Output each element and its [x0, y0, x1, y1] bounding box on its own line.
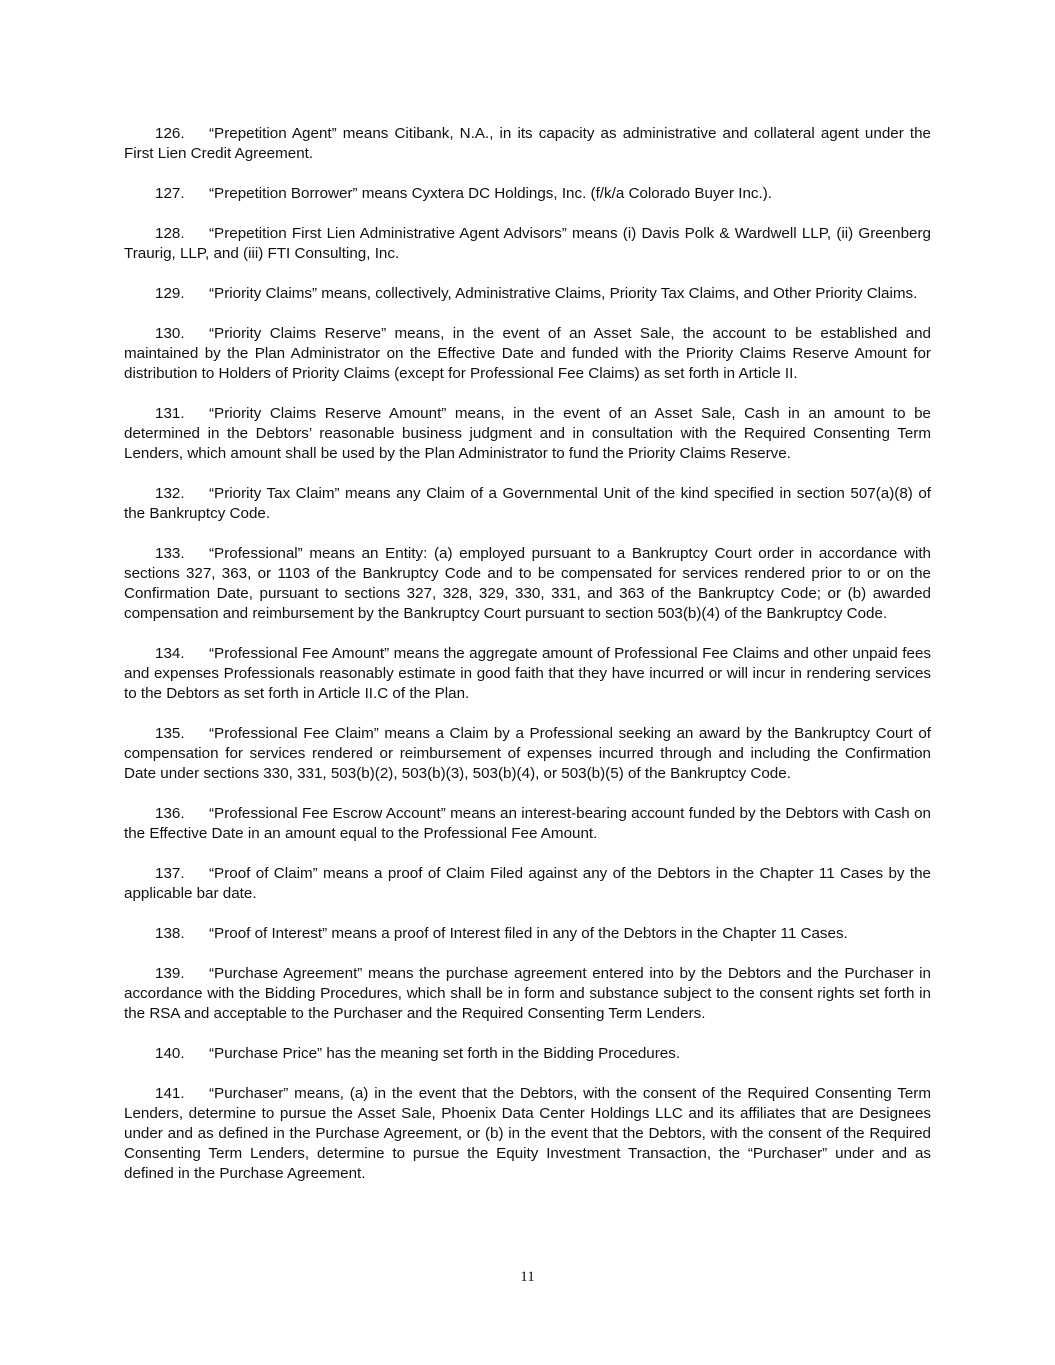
definition-132: [124, 484, 931, 524]
definition-number: 134.: [155, 645, 185, 662]
definition-128: [124, 224, 931, 264]
definition-138: [124, 924, 931, 944]
definition-text: “Prepetition First Lien Administrative Agent Advisors” means (i) Davis Polk & Wardwell LLP, (ii) Greenberg Traurig, LLP, and (iii) FTI Consulting, Inc.: [124, 225, 931, 262]
definition-text: “Priority Claims” means, collectively, Administrative Claims, Priority Tax Claims, and Other Priority Claims.: [209, 285, 918, 302]
definition-number: 131.: [155, 405, 185, 422]
definition-135: [124, 724, 931, 784]
definition-number: 141.: [155, 1085, 185, 1102]
definition-text: “Proof of Interest” means a proof of Interest filed in any of the Debtors in the Chapter 11 Cases.: [209, 925, 848, 942]
definition-133: [124, 544, 931, 624]
definition-text: “Professional” means an Entity: (a) employed pursuant to a Bankruptcy Court order in accordance with sections 327, 363, or 1103 of the Bankruptcy Code and to be compensated for services rendered prior to or on the Confirmation Date, pursuant to sections 327, 328, 329, 330, 331, and 363 of the Bankruptcy Code; or (b) awarded compensation and reimbursement by the Bankruptcy Court pursuant to section 503(b)(4) of the Bankruptcy Code.: [124, 545, 931, 622]
definition-text: “Priority Tax Claim” means any Claim of a Governmental Unit of the kind specified in section 507(a)(8) of the Bankruptcy Code.: [124, 485, 931, 522]
definition-text: “Prepetition Agent” means Citibank, N.A., in its capacity as administrative and collateral agent under the First Lien Credit Agreement.: [124, 125, 931, 162]
definition-number: 139.: [155, 965, 185, 982]
definition-number: 126.: [155, 125, 185, 142]
definition-127: [124, 184, 931, 204]
definition-text: “Professional Fee Escrow Account” means an interest-bearing account funded by the Debtors with Cash on the Effective Date in an amount equal to the Professional Fee Amount.: [124, 805, 931, 842]
definition-text: “Purchase Price” has the meaning set forth in the Bidding Procedures.: [209, 1045, 681, 1062]
definition-130: [124, 324, 931, 384]
definition-126: [124, 124, 931, 164]
definition-number: 136.: [155, 805, 185, 822]
definition-number: 137.: [155, 865, 185, 882]
document-body: [124, 124, 931, 1204]
definition-text: “Purchaser” means, (a) in the event that the Debtors, with the consent of the Required Consenting Term Lenders, determine to pursue the Asset Sale, Phoenix Data Center Holdings LLC and its affiliates that are Designees under and as defined in the Purchase Agreement, or (b) in the event that the Debtors, with the consent of the Required Consenting Term Lenders, determine to pursue the Equity Investment Transaction, the “Purchaser” under and as defined in the Purchase Agreement.: [124, 1085, 931, 1182]
definition-number: 128.: [155, 225, 185, 242]
definition-number: 130.: [155, 325, 185, 342]
definition-number: 129.: [155, 285, 185, 302]
definition-text: “Priority Claims Reserve” means, in the event of an Asset Sale, the account to be established and maintained by the Plan Administrator on the Effective Date and funded with the Priority Claims Reserve Amount for distribution to Holders of Priority Claims (except for Professional Fee Claims) as set forth in Article II.: [124, 325, 931, 382]
definition-number: 138.: [155, 925, 185, 942]
definition-text: “Proof of Claim” means a proof of Claim Filed against any of the Debtors in the Chapter 11 Cases by the applicable bar date.: [124, 865, 931, 902]
definition-134: [124, 644, 931, 704]
definition-text: “Professional Fee Amount” means the aggregate amount of Professional Fee Claims and other unpaid fees and expenses Professionals reasonably estimate in good faith that they have incurred or will incur in rendering services to the Debtors as set forth in Article II.C of the Plan.: [124, 645, 931, 702]
page-number: 11: [520, 1269, 535, 1285]
definition-text: “Professional Fee Claim” means a Claim by a Professional seeking an award by the Bankruptcy Court of compensation for services rendered or reimbursement of expenses incurred through and including the Confirmation Date under sections 330, 331, 503(b)(2), 503(b)(3), 503(b)(4), or 503(b)(5) of the Bankruptcy Code.: [124, 725, 931, 782]
definition-number: 135.: [155, 725, 185, 742]
definition-136: [124, 804, 931, 844]
definition-139: [124, 964, 931, 1024]
definition-141: [124, 1084, 931, 1184]
definition-140: [124, 1044, 931, 1064]
definition-129: [124, 284, 931, 304]
definition-text: “Priority Claims Reserve Amount” means, in the event of an Asset Sale, Cash in an amount to be determined in the Debtors’ reasonable business judgment and in consultation with the Required Consenting Term Lenders, which amount shall be used by the Plan Administrator to fund the Priority Claims Reserve.: [124, 405, 931, 462]
definition-number: 132.: [155, 485, 185, 502]
definition-number: 133.: [155, 545, 185, 562]
definition-number: 140.: [155, 1045, 185, 1062]
definition-131: [124, 404, 931, 464]
definition-text: “Purchase Agreement” means the purchase agreement entered into by the Debtors and the Purchaser in accordance with the Bidding Procedures, which shall be in form and substance subject to the consent rights set forth in the RSA and acceptable to the Purchaser and the Required Consenting Term Lenders.: [124, 965, 931, 1022]
definition-number: 127.: [155, 185, 185, 202]
definition-text: “Prepetition Borrower” means Cyxtera DC Holdings, Inc. (f/k/a Colorado Buyer Inc.).: [209, 185, 772, 202]
definition-137: [124, 864, 931, 904]
